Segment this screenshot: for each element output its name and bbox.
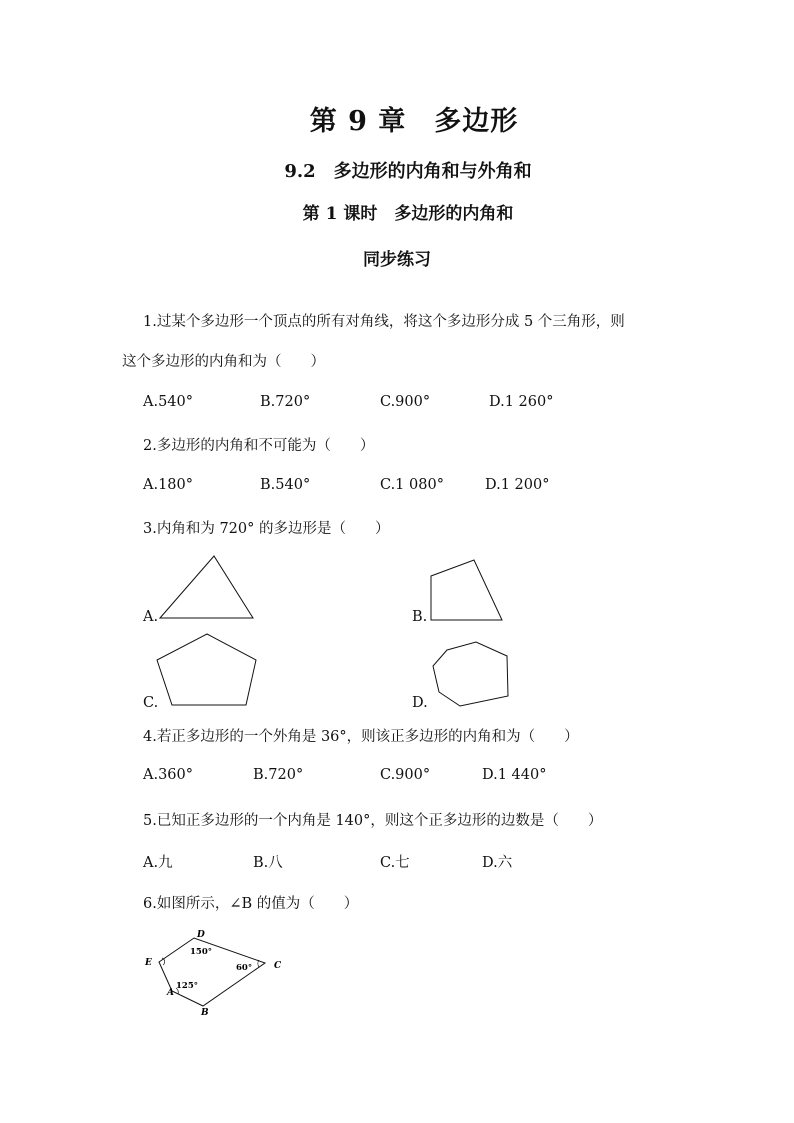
vertex-label-c: C <box>274 961 282 971</box>
question-5-line-1: 5.已知正多边形的一个内角是 140°，则这个正多边形的边数是（ ） <box>143 813 603 829</box>
question-4-option-d: D.1 440° <box>482 767 547 783</box>
question-4-option-a: A.360° <box>143 767 194 783</box>
question-6-line-1: 6.如图所示，∠B 的值为（ ） <box>143 896 359 912</box>
question-1-option-d: D.1 260° <box>489 394 554 410</box>
question-4-option-c: C.900° <box>380 767 431 783</box>
exercise-title: 同步练习 <box>363 250 431 270</box>
question-5-option-d: D.六 <box>482 855 513 871</box>
angle-label-d: 150° <box>190 947 212 957</box>
question-1-line-2: 这个多边形的内角和为（ ） <box>122 354 325 370</box>
question-4-line-1: 4.若正多边形的一个外角是 36°，则该正多边形的内角和为（ ） <box>143 729 579 745</box>
question-3-option-d: D. <box>412 695 428 711</box>
question-4-option-b: B.720° <box>253 767 304 783</box>
question-2-option-b: B.540° <box>260 477 311 493</box>
question-2-option-d: D.1 200° <box>485 477 550 493</box>
question-3-option-a: A. <box>143 609 159 625</box>
question-1-option-b: B.720° <box>260 394 311 410</box>
question-5-option-c: C.七 <box>380 855 410 871</box>
question-5-option-a: A.九 <box>143 855 173 871</box>
heptagon-figure <box>425 636 545 721</box>
angle-e-mark <box>162 958 165 965</box>
vertex-label-d: D <box>197 930 205 940</box>
vertex-label-e: E <box>145 958 152 968</box>
question-1-line-1: 1.过某个多边形一个顶点的所有对角线，将这个多边形分成 5 个三角形，则 <box>143 314 625 330</box>
section-title: 9.2 多边形的内角和与外角和 <box>284 161 532 182</box>
vertex-label-b: B <box>201 1008 209 1018</box>
question-5-option-b: B.八 <box>253 855 283 871</box>
quadrilateral-figure <box>420 550 540 630</box>
question-3-option-c: C. <box>143 695 159 711</box>
vertex-label-a: A <box>167 988 174 998</box>
angle-label-a: 125° <box>176 981 198 991</box>
question-2-option-c: C.1 080° <box>380 477 444 493</box>
question-1-option-c: C.900° <box>380 394 431 410</box>
triangle-figure <box>150 550 270 630</box>
question-1-option-a: A.540° <box>143 394 194 410</box>
pentagon-figure <box>150 628 270 713</box>
question-3-option-b: B. <box>412 609 428 625</box>
question-3-line-1: 3.内角和为 720° 的多边形是（ ） <box>143 521 390 537</box>
lesson-title: 第 1 课时 多边形的内角和 <box>302 204 514 224</box>
question-2-line-1: 2.多边形的内角和不可能为（ ） <box>143 438 375 454</box>
question-2-option-a: A.180° <box>143 477 194 493</box>
pentagon-abcde-figure <box>138 922 298 1022</box>
chapter-title: 第 9 章 多边形 <box>309 106 519 137</box>
angle-label-c: 60° <box>236 963 253 973</box>
